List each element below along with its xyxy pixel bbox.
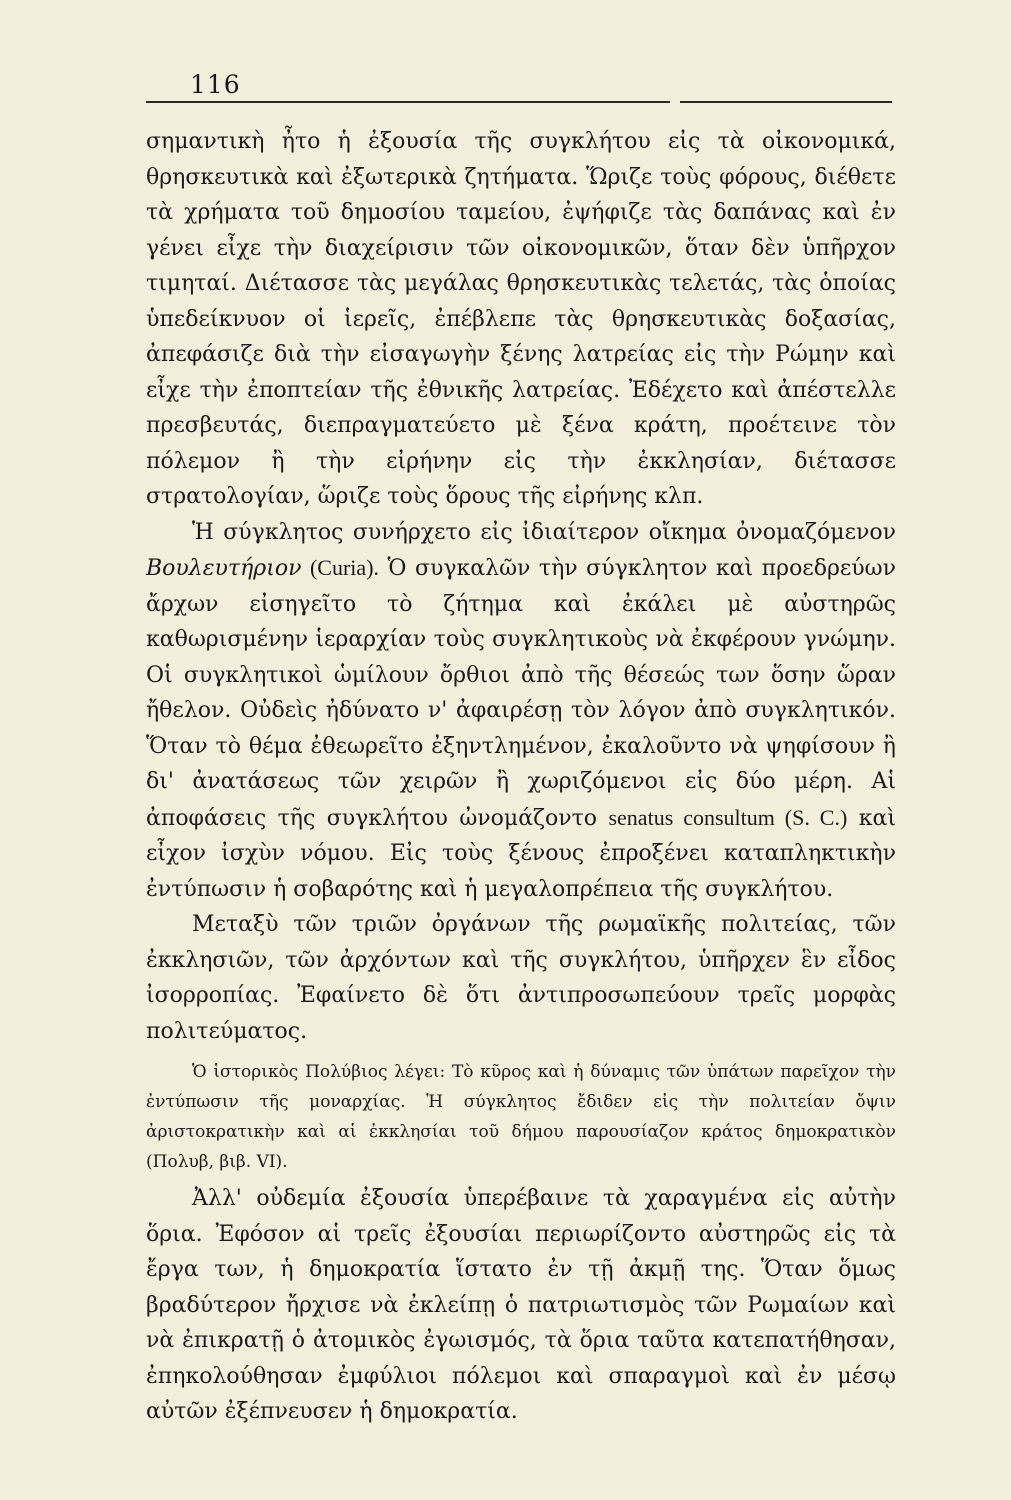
header-rule-right [680, 101, 892, 103]
page-number: 116 [190, 70, 241, 99]
polybius-note: Ὁ ἱστορικὸς Πολύβιος λέγει: Τὸ κῦρος καὶ ἡ δύναμις τῶν ὑπάτων παρεῖχον τὴν ἐντύπωσιν τῆς μοναρχίας. Ἡ σύγκλητος ἔδιδεν εἰς τὴν πολιτείαν ὄψιν ἀριστοκρατικὴν καὶ αἱ ἐκκλησίαι τοῦ δήμου παρουσίαζον κράτος δημοκρατικὸν (Πολυβ, βιβ. VI). [146, 1062, 896, 1172]
paragraph-decline: Ἀλλ' οὐδεμία ἐξουσία ὑπερέβαινε τὰ χαραγμένα εἰς αὐτὴν ὅρια. Ἐφόσον αἱ τρεῖς ἐξουσίαι περιωρίζοντο αὐστηρῶς εἰς τὰ ἔργα των, ἡ δημοκρατία ἵστατο ἐν τῇ ἀκμῇ της. Ὅταν ὅμως βραδύτερον ἤρχισε νὰ ἐκλείπῃ ὁ πατριωτισμὸς τῶν Ρωμαίων καὶ νὰ ἐπικρατῇ ὁ ἀτομικὸς ἐγωισμός, τὰ ὅρια ταῦτα κατεπατήθησαν, ἐπηκολούθησαν ἐμφύλιοι πόλεμοι καὶ σπαραγμοὶ καὶ ἐν μέσῳ αὐτῶν ἐξέπνευσεν ἡ δημοκρατία. [146, 1186, 896, 1424]
page-header [146, 70, 892, 104]
term-bouleuterion: Βουλευτήριον [146, 556, 302, 581]
term-curia: (Curia). [309, 555, 380, 580]
paragraph-balance-of-powers: Μεταξὺ τῶν τριῶν ὀργάνων τῆς ρωμαϊκῆς πολιτείας, τῶν ἐκκλησιῶν, τῶν ἀρχόντων καὶ τῆς συγκλήτου, ὑπῆρχεν ἓν εἶδος ἰσορροπίας. Ἐφαίνετο δὲ ὅτι ἀντιπροσωπεύουν τρεῖς μορφὰς πολιτεύματος. [146, 912, 896, 1044]
term-senatus-consultum: senatus consultum (S. C.) [608, 804, 848, 830]
paragraph-lead-text: Ἡ σύγκλητος συνήρχετο εἰς ἰδιαίτερον οἴκημα ὀνομαζόμενον [192, 519, 896, 545]
header-rule-left [146, 101, 670, 103]
paragraph-senate-powers: σημαντικὴ ἦτο ἡ ἐξουσία τῆς συγκλήτου εἰς τὰ οἰκονομικά, θρησκευτικὰ καὶ ἐξωτερικὰ ζητήματα. Ὥριζε τοὺς φόρους, διέθετε τὰ χρήματα τοῦ δημοσίου ταμείου, ἐψήφιζε τὰς δαπάνας καὶ ἐν γένει εἶχε τὴν διαχείρισιν τῶν οἰκονομικῶν, ὅταν δὲν ὑπῆρχον τιμηταί. Διέτασσε τὰς μεγάλας θρησκευτικὰς τελετάς, τὰς ὁποίας ὑπεδείκνυον οἱ ἱερεῖς, ἐπέβλεπε τὰς θρησκευτικὰς δοξασίας, ἀπεφάσιζε διὰ τὴν εἰσαγωγὴν ξένης λατρείας εἰς τὴν Ρώμην καὶ εἶχε τὴν ἐποπτείαν τῆς ἐθνικῆς λατρείας. Ἐδέχετο καὶ ἀπέστελλε πρεσβευτάς, διεπραγματεύετο μὲ ξένα κράτη, προέτεινε τὸν πόλεμον ἢ τὴν εἰρήνην εἰς τὴν ἐκκλησίαν, διέτασσε στρατολογίαν, ὥριζε τοὺς ὅρους τῆς εἰρήνης κλπ. [146, 129, 896, 509]
paragraph-procedure-text: Ὁ συγκαλῶν τὴν σύγκλητον καὶ προεδρεύων ἄρχων εἰσηγεῖτο τὸ ζήτημα καὶ ἐκάλει μὲ αὐστηρῶς καθωρισμένην ἱεραρχίαν τοὺς συγκλητικοὺς νὰ ἐκφέρουν γνώμην. Οἱ συγκλητικοὶ ὡμίλουν ὄρθιοι ἀπὸ τῆς θέσεώς των ὅσην ὥραν ἤθελον. Οὐδεὶς ἠδύνατο ν' ἀφαιρέσῃ τὸν λόγον ἀπὸ συγκλητικόν. Ὅταν τὸ θέμα ἐθεωρεῖτο ἐξηντλημένον, ἐκαλοῦντο νὰ ψηφίσουν ἢ δι' ἀνατάσεως τῶν χειρῶν ἢ χωριζόμενοι εἰς δύο μέρη. Αἱ ἀποφάσεις τῆς συγκλήτου ὠνομάζοντο [146, 556, 896, 831]
paragraph-senate-procedure [146, 515, 896, 908]
body-text [146, 124, 896, 1430]
paragraph-procedure-end: καὶ εἶχον ἰσχὺν νόμου. Εἰς τοὺς ξένους ἐπροξένει καταπληκτικὴν ἐντύπωσιν ἡ σοβαρότης καὶ ἡ μεγαλοπρέπεια τῆς συγκλήτου. [146, 805, 896, 902]
